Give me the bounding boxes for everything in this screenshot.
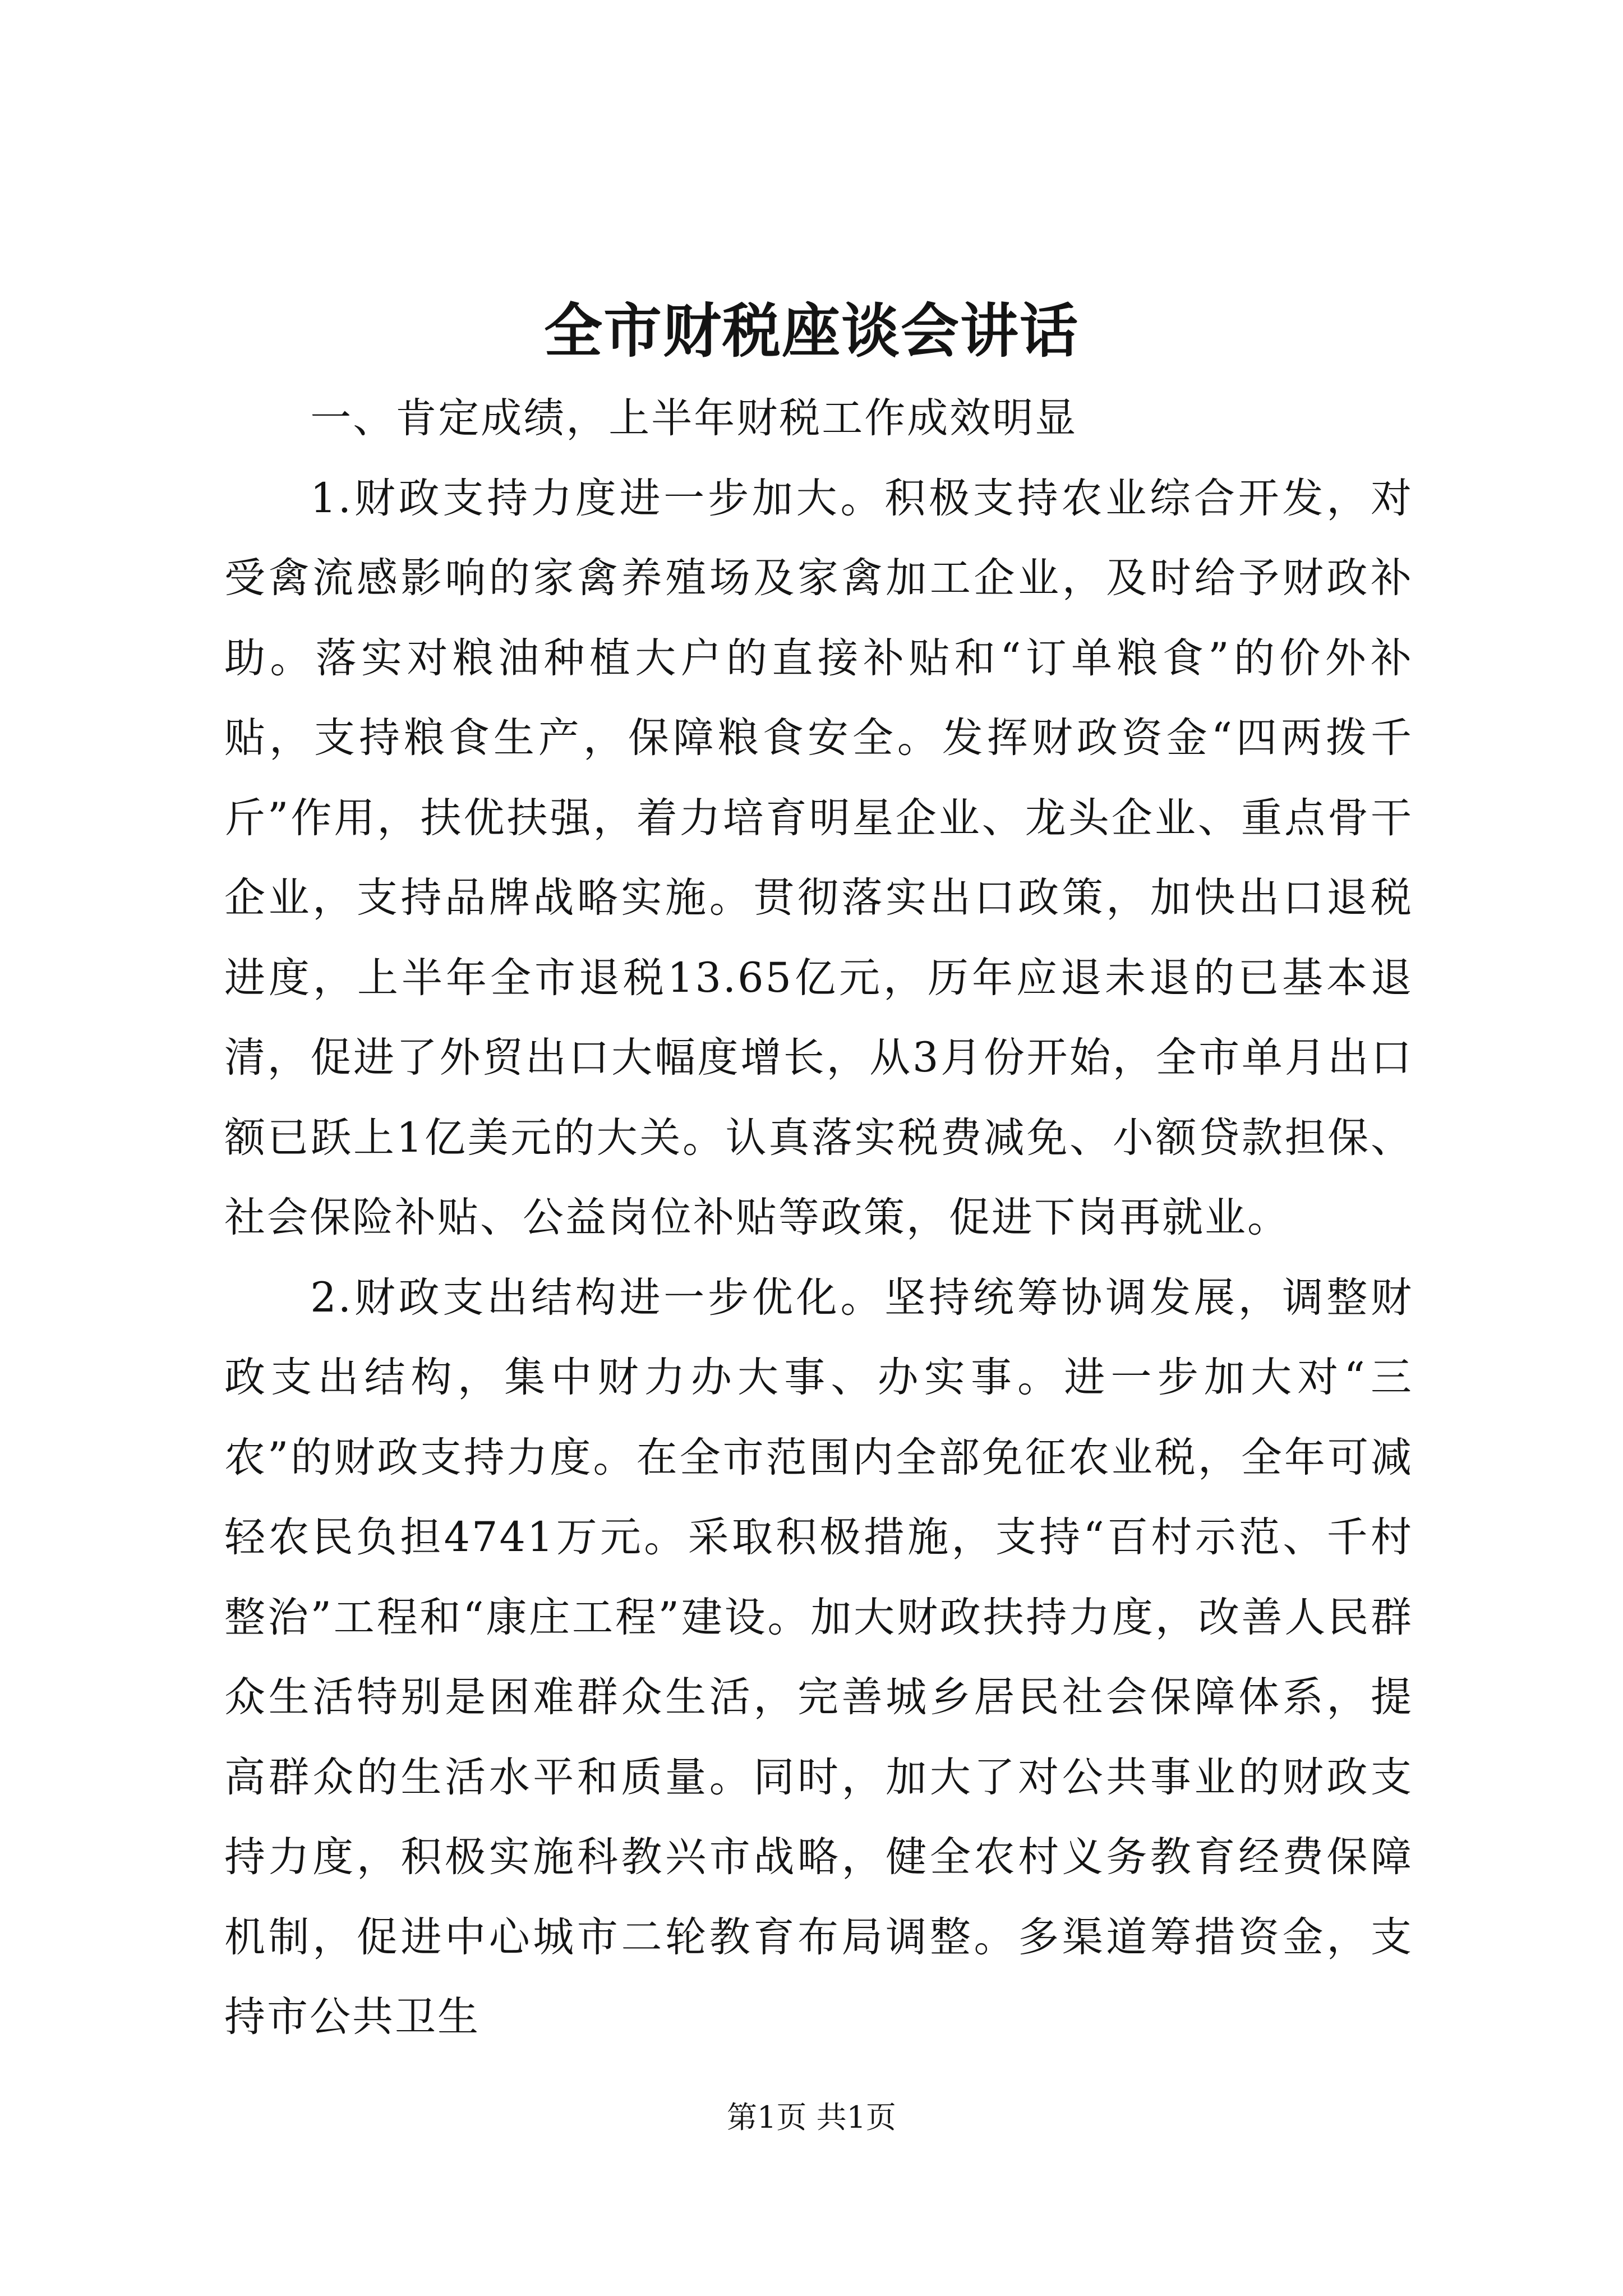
paragraph: 1.财政支持力度进一步加大。积极支持农业综合开发，对受禽流感影响的家禽养殖场及家禽加工企业，及时给予财政补助。落实对粮油种植大户的直接补贴和“订单粮食”的价外补贴，支持粮食生产，保障粮食安全。发挥财政资金“四两拨千斤”作用，扶优扶强，着力培育明星企业、龙头企业、重点骨干企业，支持品牌战略实施。贯彻落实出口政策，加快出口退税进度，上半年全市退税13.65亿元，历年应退未退的已基本退清，促进了外贸出口大幅度增长，从3月份开始，全市单月出口额已跃上1亿美元的大关。认真落实税费减免、小额贷款担保、社会保险补贴、公益岗位补贴等政策，促进下岗再就业。 [224, 474, 1413, 1241]
document-body [224, 379, 1413, 2058]
page-footer: 第1页 共1页 [727, 2100, 896, 2135]
paragraph: 2.财政支出结构进一步优化。坚持统筹协调发展，调整财政支出结构，集中财力办大事、办实事。进一步加大对“三农”的财政支持力度。在全市范围内全部免征农业税，全年可减轻农民负担4741万元。采取积极措施，支持“百村示范、千村整治”工程和“康庄工程”建设。加大财政扶持力度，改善人民群众生活特别是困难群众生活，完善城乡居民社会保障体系，提高群众的生活水平和质量。同时，加大了对公共事业的财政支持力度，积极实施科教兴市战略，健全农村义务教育经费保障机制，促进中心城市二轮教育布局调整。多渠道筹措资金，支持市公共卫生 [224, 1273, 1413, 2041]
document-title: 全市财税座谈会讲话 [543, 296, 1079, 365]
section-heading: 一、肯定成绩，上半年财税工作成效明显 [310, 394, 1078, 442]
